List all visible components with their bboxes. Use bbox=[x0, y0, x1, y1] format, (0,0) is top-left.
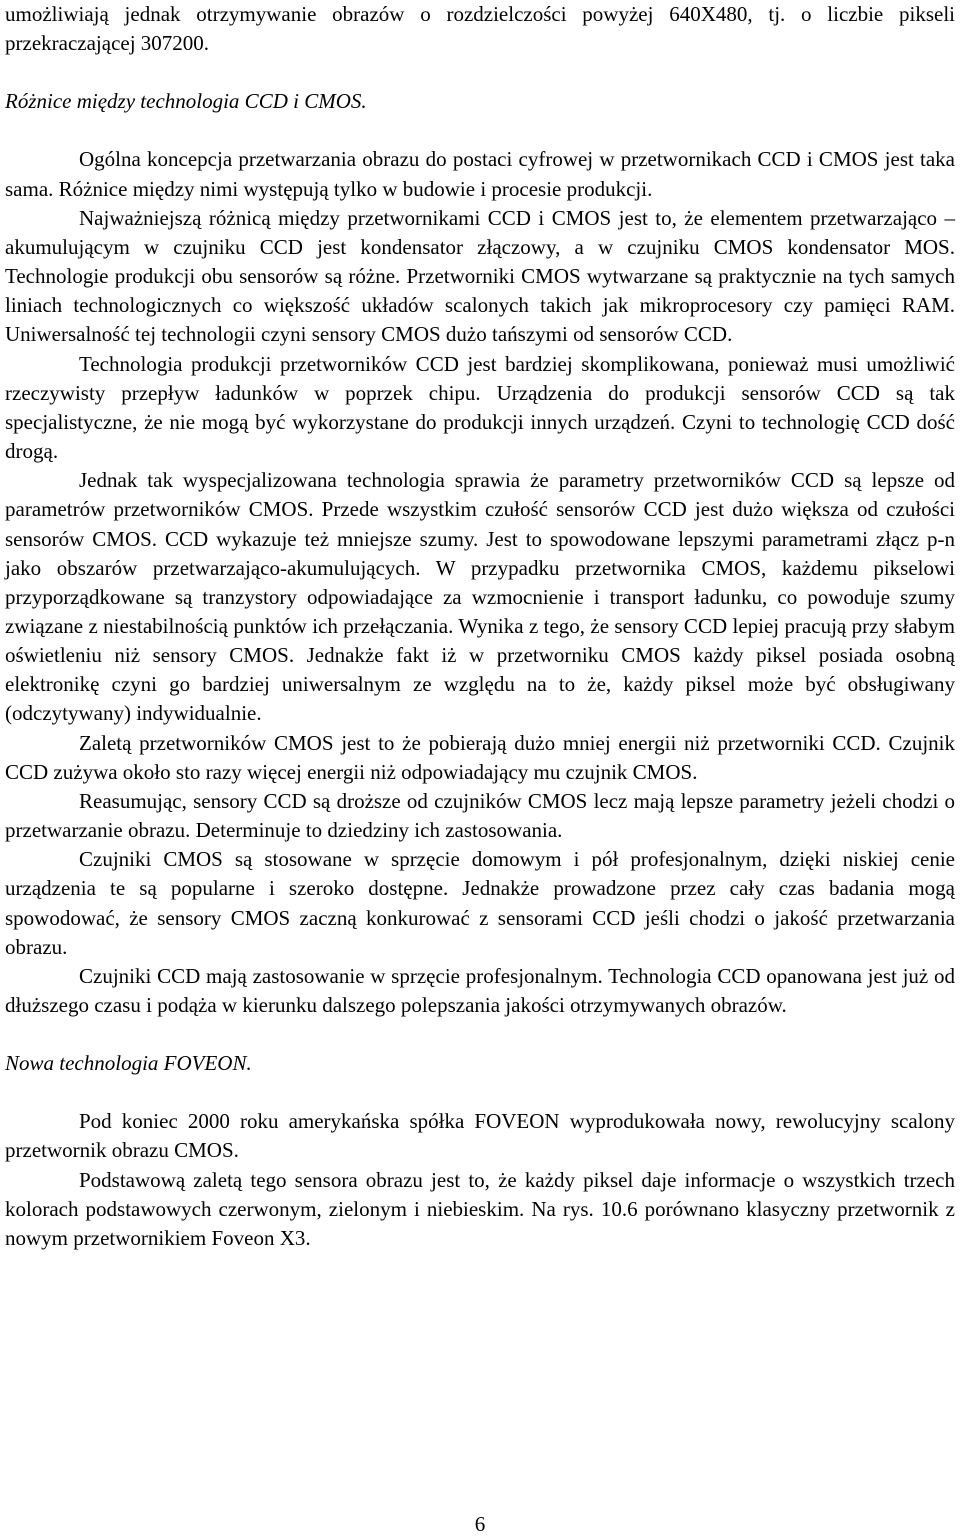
spacer bbox=[5, 58, 955, 87]
paragraph: Ogólna koncepcja przetwarzania obrazu do postaci cyfrowej w przetwornikach CCD i CMOS jest taka sama. Różnice między nimi występują tylko w budowie i procesie produkcji. bbox=[5, 147, 955, 201]
paragraph: Czujniki CCD mają zastosowanie w sprzęcie profesjonalnym. Technologia CCD opanowana jest już od dłuższego czasu i podąża w kierunku dalszego polepszania jakości otrzymywanych obrazów. bbox=[5, 963, 955, 1017]
paragraph: Najważniejszą różnicą między przetwornikami CCD i CMOS jest to, że elementem przetwarzająco – akumulującym w czujniku CCD jest kondensator złączowy, a w czujniku CMOS kondensator MOS. Technologie produkcji obu sensorów są różne. Przetworniki CMOS wytwarzane są praktycznie na tych samych liniach technologicznych co większość układów scalonych takich jak mikroprocesory czy pamięci RAM. Uniwersalność tej technologii czyni sensory CMOS dużo tańszymi od sensorów CCD. bbox=[5, 205, 955, 347]
paragraph: Pod koniec 2000 roku amerykańska spółka FOVEON wyprodukowała nowy, rewolucyjny scalony przetwornik obrazu CMOS. bbox=[5, 1109, 955, 1163]
spacer bbox=[5, 1020, 955, 1049]
paragraph: Podstawową zaletą tego sensora obrazu jest to, że każdy piksel daje informacje o wszystkich trzech kolorach podstawowych czerwonym, zielonym i niebieskim. Na rys. 10.6 porównano klasyczny przetwornik z nowym przetwornikiem Foveon X3. bbox=[5, 1167, 955, 1250]
paragraph: Technologia produkcji przetworników CCD jest bardziej skomplikowana, ponieważ musi umożliwić rzeczywisty przepływ ładunków w poprzek chipu. Urządzenia do produkcji sensorów CCD są tak specjalistyczne, że nie mogą być wykorzystane do produkcji innych urządzeń. Czyni to technologię CCD dość drogą. bbox=[5, 351, 955, 464]
spacer bbox=[5, 116, 955, 145]
paragraph: Czujniki CMOS są stosowane w sprzęcie domowym i pół profesjonalnym, dzięki niskiej cenie urządzenia te są popularne i szeroko dostępne. Jednakże prowadzone przez cały czas badania mogą spowodować, że sensory CMOS zaczną konkurować z sensorami CCD jeśli chodzi o jakość przetwarzania obrazu. bbox=[5, 847, 955, 959]
spacer bbox=[5, 1078, 955, 1107]
section-heading-ccd-cmos: Różnice między technologia CCD i CMOS. bbox=[5, 89, 367, 114]
page-content bbox=[5, 0, 955, 1253]
paragraph: Reasumując, sensory CCD są droższe od czujników CMOS lecz mają lepsze parametry jeżeli chodzi o przetwarzanie obrazu. Determinuje to dziedziny ich zastosowania. bbox=[5, 788, 955, 843]
paragraph: Zaletą przetworników CMOS jest to że pobierają dużo mniej energii niż przetworniki CCD. Czujnik CCD zużywa około sto razy więcej energii niż odpowiadający mu czujnik CMOS. bbox=[5, 730, 955, 784]
page-number: 6 bbox=[474, 1512, 486, 1536]
section-heading-foveon: Nowa technologia FOVEON. bbox=[5, 1051, 252, 1076]
paragraph: Jednak tak wyspecjalizowana technologia sprawia że parametry przetworników CCD są lepsze od parametrów przetworników CMOS. Przede wszystkim czułość sensorów CCD jest dużo większa od czułości sensorów CMOS. CCD wykazuje też mniejsze szumy. Jest to spowodowane lepszymi parametrami złącz p-n jako obszarów przetwarzająco-akumulujących. W przypadku przetwornika CMOS, każdemu pikselowi przyporządkowane są tranzystory odpowiadające za wzmocnienie i transport ładunku, co powoduje szumy związane z niestabilnością punktów ich przełączania. Wynika z tego, że sensory CCD lepiej pracują przy słabym oświetleniu niż sensory CMOS. Jednakże fakt iż w przetworniku CMOS każdy piksel posiada osobną elektronikę czyni go bardziej uniwersalnym ze względu na to że, każdy piksel może być obsługiwany (odczytywany) indywidualnie. bbox=[5, 468, 955, 726]
intro-paragraph: umożliwiają jednak otrzymywanie obrazów o rozdzielczości powyżej 640X480, tj. o liczbie pikseli przekraczającej 307200. bbox=[5, 2, 955, 56]
